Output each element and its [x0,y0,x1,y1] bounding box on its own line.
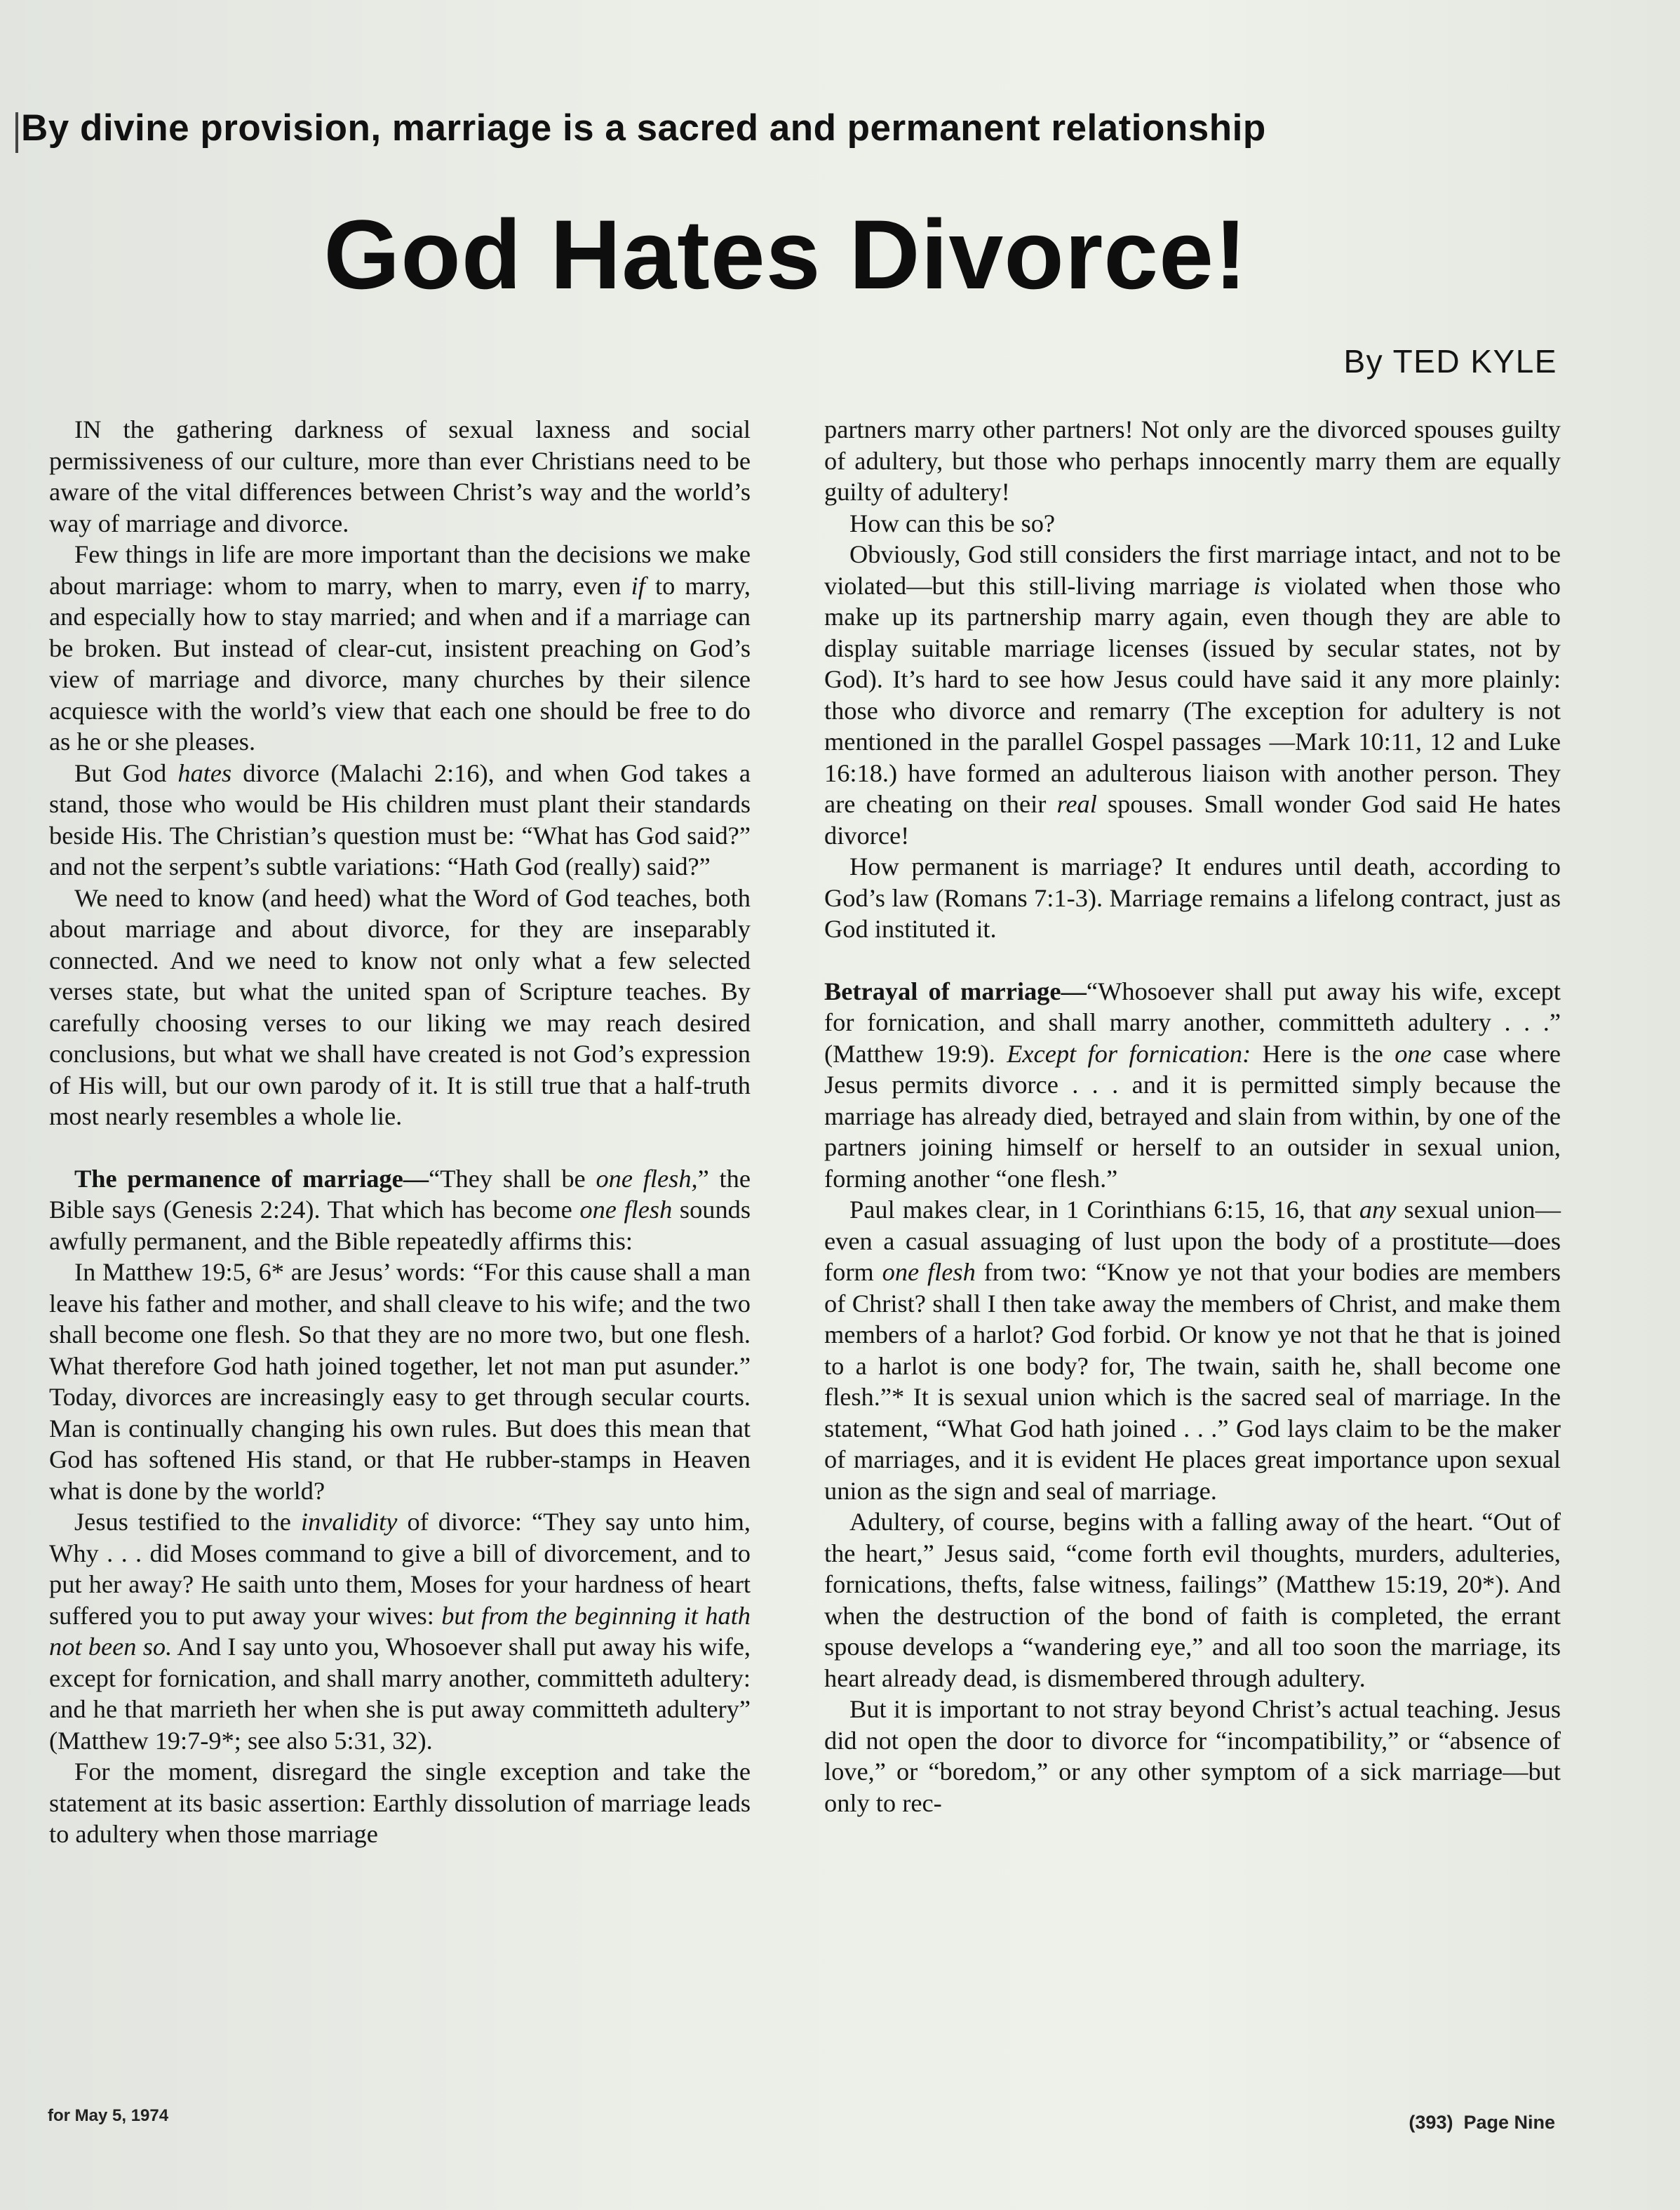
right-column [824,414,1561,1819]
body-paragraph: How permanent is marriage? It endures until death, according to God’s law (Romans 7:1-3). Marriage remains a lifelong contract, just as God instituted it. [824,852,1561,943]
body-paragraph: IN the gathering darkness of sexual laxness and social permissiveness of our culture, more than ever Christians need to be aware of the vital differences between Christ’s way and the world’s way of marriage and divorce. [49,415,751,537]
body-paragraph: partners marry other partners! Not only are the divorced spouses guilty of adultery, but those who perhaps innocently marry them are equally guilty of adultery! [824,415,1561,506]
body-paragraph: Obviously, God still considers the first marriage intact, and not to be violated—but this still-living marriage is violated when those who make up its partnership marry again, even though they are able to display suitable marriage licenses (issued by secular states, not by God). It’s hard to see how Jesus could have said it any more plainly: those who divorce and remarry (The exception for adultery is not mentioned in the parallel Gospel passages —Mark 10:11, 12 and Luke 16:18.) have formed an adulterous liaison with another person. They are cheating on their real spouses. Small wonder God said He hates divorce! [824,540,1561,850]
body-paragraph: In Matthew 19:5, 6* are Jesus’ words: “For this cause shall a man leave his father and mother, and shall cleave to his wife; and the two shall become one flesh. So that they are no more two, but one flesh. What therefore God hath joined together, let not man put asunder.” Today, divorces are increasingly easy to get through secular courts. Man is continually changing his own rules. But does this mean that God has softened His stand, or that He rubber-stamps in Heaven what is done by the world? [49,1258,751,1505]
body-paragraph: How can this be so? [849,509,1056,537]
body-paragraph: But God hates divorce (Malachi 2:16), and when God takes a stand, those who would be His children must plant their standards beside His. The Christian’s question must be: “What has God said?” and not the serpent’s subtle variations: “Hath God (really) said?” [49,758,751,880]
article-kicker: By divine provision, marriage is a sacred and permanent relationship [21,107,1266,149]
body-paragraph: Paul makes clear, in 1 Corinthians 6:15, 16, that any sexual union—even a casual assuaging of lust upon the body of a prostitute—does form one flesh from two: “Know ye not that your bodies are members of Christ? shall I then take away the members of Christ, and make them members of a harlot? God forbid. Or know ye not that he that is joined to a harlot is one body? for, The twain, saith he, shall become one flesh.”* It is sexual union which is the sacred seal of marriage. In the statement, “What God hath joined . . .” God lays claim to be the maker of marriages, and it is evident He places great importance upon sexual union as the sign and seal of marriage. [824,1196,1561,1505]
body-paragraph: Betrayal of marriage—“Whosoever shall put away his wife, except for fornication, and shall marry another, committeth adultery . . .” (Matthew 19:9). Except for fornication: Here is the one case where Jesus permits divorce . . . and it is permitted simply because the marriage has already died, betrayed and slain from within, by one of the partners joining himself or herself to an outsider in sexual union, forming another “one flesh.” [824,977,1561,1193]
body-paragraph: We need to know (and heed) what the Word of God teaches, both about marriage and about divorce, for they are inseparably connected. And we need to know not only what a few selected verses state, but what the united span of Scripture teaches. By carefully choosing verses to our liking we may reach desired conclusions, but what we shall have created is not God’s expression of His will, but our own parody of it. It is still true that a half-truth most nearly resembles a whole lie. [49,883,751,1130]
left-column [49,414,751,1850]
body-paragraph: For the moment, disregard the single exception and take the statement at its basic assertion: Earthly dissolution of marriage leads to adultery when those marriage [49,1757,751,1848]
page-number: (393) Page Nine [1409,2112,1555,2133]
body-paragraph: But it is important to not stray beyond Christ’s actual teaching. Jesus did not open the door to divorce for “incompatibility,” or “absence of love,” or “boredom,” or any other symptom of a sick marriage—but only to rec- [824,1695,1561,1817]
issue-date: for May 5, 1974 [48,2106,169,2125]
body-paragraph: Jesus testified to the invalidity of divorce: “They say unto him, Why . . . did Moses command to give a bill of divorcement, and to put her away? He saith unto them, Moses for your hardness of heart suffered you to put away your wives: but from the beginning it hath not been so. And I say unto you, Whosoever shall put away his wife, except for fornication, and shall marry another, committeth adultery: and he that marrieth her when she is put away committeth adultery” (Matthew 19:7-9*; see also 5:31, 32). [49,1508,751,1755]
article-byline: By TED KYLE [1343,343,1557,380]
body-paragraph: Adultery, of course, begins with a falling away of the heart. “Out of the heart,” Jesus said, “come forth evil thoughts, murders, adulteries, fornications, thefts, false witness, failings” (Matthew 15:19, 20*). And when the destruction of the bond of faith is completed, the errant spouse develops a “wandering eye,” and all too soon the marriage, its heart already dead, is dismembered through adultery. [824,1508,1561,1692]
margin-rule [15,112,18,153]
body-paragraph: The permanence of marriage—“They shall be one flesh,” the Bible says (Genesis 2:24). That which has become one flesh sounds awfully permanent, and the Bible repeatedly affirms this: [49,1164,751,1255]
article-title: God Hates Divorce! [323,199,1248,309]
body-paragraph: Few things in life are more important than the decisions we make about marriage: whom to marry, when to marry, even if to marry, and especially how to stay married; and when and if a marriage can be broken. But instead of clear-cut, insistent preaching on God’s view of marriage and divorce, many churches by their silence acquiesce with the world’s view that each one should be free to do as he or she pleases. [49,540,751,756]
